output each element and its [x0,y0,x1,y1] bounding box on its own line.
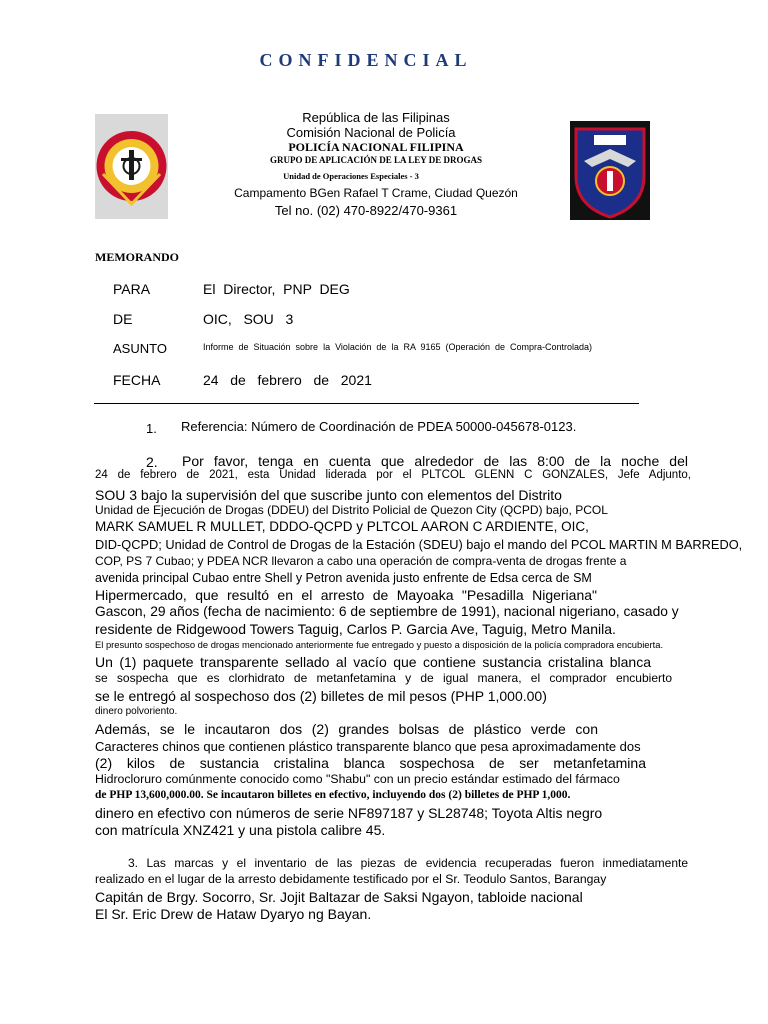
memo-value-asunto: Informe de Situación sobre la Violación de la RA 9165 (Operación de Compra-Controlada) [203,342,593,352]
paragraph-2-line: El presunto sospechoso de drogas mencionado anteriormente fue entregado y puesto a disposición de la policía compradora encubierta. [95,639,664,650]
unit-line: Unidad de Operaciones Especiales - 3 [283,171,419,181]
paragraph-2-line: Además, se le incautaron dos (2) grandes bolsas de plástico verde con [95,721,598,737]
paragraph-1-text: Referencia: Número de Coordinación de PDEA 50000-045678-0123. [181,419,577,434]
memo-label-fecha: FECHA [113,372,161,388]
paragraph-1-number: 1. [146,421,157,436]
paragraph-2-line: Por favor, tenga en cuenta que alrededor de las 8:00 de la noche del [182,453,688,469]
paragraph-2-line: Unidad de Ejecución de Drogas (DDEU) del Distrito Policial de Quezon City (QCPD) bajo, PCOL [95,503,608,517]
paragraph-2-line: de PHP 13,600,000.00. Se incautaron billetes en efectivo, incluyendo dos (2) billetes de PHP 1,000. [95,789,571,801]
paragraph-3-line: Capitán de Brgy. Socorro, Sr. Jojit Baltazar de Saksi Ngayon, tabloide nacional [95,889,583,905]
memo-label-de: DE [113,311,133,327]
police-line: POLICÍA NACIONAL FILIPINA [288,140,464,154]
memo-divider [94,403,639,404]
camp-line: Campamento BGen Rafael T Crame, Ciudad Quezón [234,186,518,200]
paragraph-2-line: Un (1) paquete transparente sellado al vacío que contiene sustancia cristalina blanca [95,654,651,670]
paragraph-2-line: avenida principal Cubao entre Shell y Petron avenida justo enfrente de Edsa cerca de SM [95,571,592,585]
paragraph-2-line: COP, PS 7 Cubao; y PDEA NCR llevaron a cabo una operación de compra-venta de drogas frente a [95,554,627,568]
confidential-title: CONFIDENCIAL [259,50,473,70]
paragraph-2-line: DID-QCPD; Unidad de Control de Drogas de la Estación (SDEU) bajo el mando del PCOL MARTIN M BARREDO, [95,537,743,552]
paragraph-2-line: Caracteres chinos que contienen plástico transparente blanco que pesa aproximadamente dos [95,739,641,754]
memo-title: MEMORANDO [95,250,179,264]
paragraph-3-line: 3. Las marcas y el inventario de las piezas de evidencia recuperadas fueron inmediatamente [128,856,688,870]
paragraph-3-line: El Sr. Eric Drew de Hataw Dyaryo ng Bayan. [95,906,372,922]
tel-line: Tel no. (02) 470-8922/470-9361 [274,203,458,218]
republic-line: República de las Filipinas [302,110,450,125]
paragraph-2-line: 24 de febrero de 2021, esta Unidad liderada por el PLTCOL GLENN C GONZALES, Jefe Adjunto, [95,469,691,481]
paragraph-2-line: con matrícula XNZ421 y una pistola calibre 45. [95,822,386,838]
paragraph-2-line: se le entregó al sospechoso dos (2) billetes de mil pesos (PHP 1,000.00) [95,688,547,704]
memo-value-para: El Director, PNP DEG [203,281,350,297]
paragraph-2-line: dinero polvoriento. [95,706,178,717]
memo-label-para: PARA [113,281,151,297]
paragraph-2-line: SOU 3 bajo la supervisión del que suscribe junto con elementos del Distrito [95,487,562,503]
paragraph-2-line: MARK SAMUEL R MULLET, DDDO-QCPD y PLTCOL AARON C ARDIENTE, OIC, [95,519,589,534]
paragraph-2-number: 2. [146,454,158,470]
group-line: GRUPO DE APLICACIÓN DE LA LEY DE DROGAS [270,155,482,165]
paragraph-2-line: Hidrocloruro comúnmente conocido como "Shabu" con un precio estándar estimado del fármaco [95,772,620,786]
memo-label-asunto: ASUNTO [113,341,167,356]
commission-line: Comisión Nacional de Policía [286,125,456,140]
paragraph-2-line: (2) kilos de sustancia cristalina blanca sospechosa de ser metanfetamina [95,755,646,771]
paragraph-2-line: residente de Ridgewood Towers Taguig, Carlos P. Garcia Ave, Taguig, Metro Manila. [95,621,616,637]
paragraph-3-line: realizado en el lugar de la arresto debidamente testificado por el Sr. Teodulo Santos, Barangay [95,872,607,886]
paragraph-2-line: dinero en efectivo con números de serie NF897187 y SL28748; Toyota Altis negro [95,805,603,821]
paragraph-2-line: Gascon, 29 años (fecha de nacimiento: 6 de septiembre de 1991), nacional nigeriano, casado y [95,604,679,619]
paragraph-2-line: se sospecha que es clorhidrato de metanfetamina y de igual manera, el comprador encubierto [95,671,672,685]
paragraph-2-line: Hipermercado, que resultó en el arresto de Mayoaka "Pesadilla Nigeriana" [95,587,597,603]
memo-value-fecha: 24 de febrero de 2021 [203,372,372,388]
memo-value-de: OIC, SOU 3 [203,311,294,327]
